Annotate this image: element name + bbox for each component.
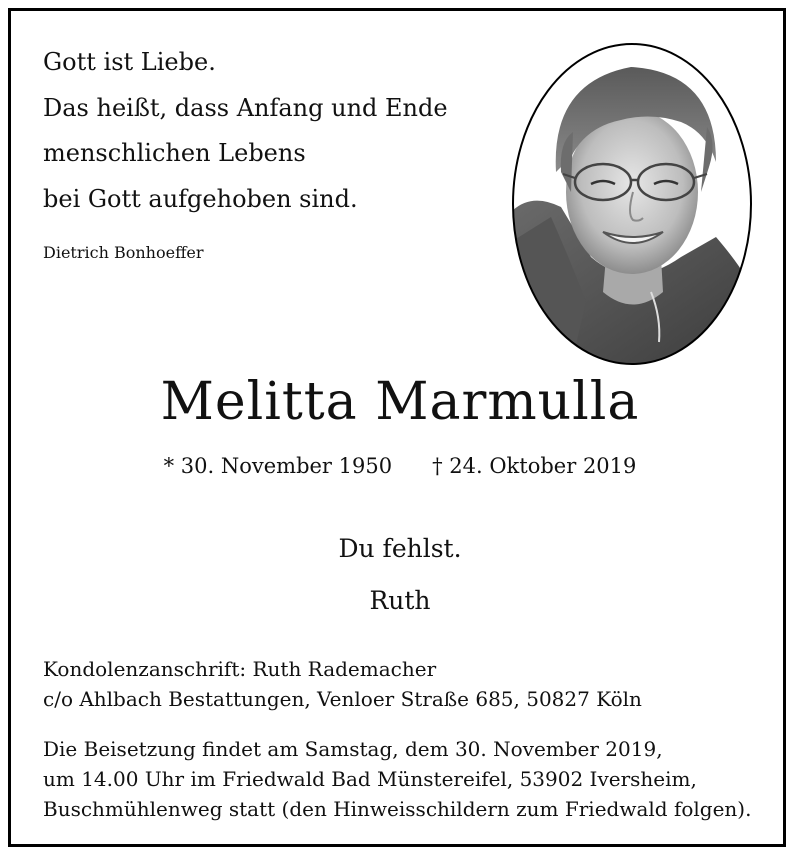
funeral-line-2: um 14.00 Uhr im Friedwald Bad Münstereifel, 53902 Iversheim, (43, 767, 697, 791)
bible-quote (43, 40, 448, 222)
funeral-line-3: Buschmühlenweg statt (den Hinweisschildern zum Friedwald folgen). (43, 797, 752, 821)
deceased-name: Melitta Marmulla (160, 372, 640, 432)
life-dates (0, 454, 800, 478)
funeral-line-1: Die Beisetzung findet am Samstag, dem 30. November 2019, (43, 737, 663, 761)
birth-date: * 30. November 1950 (163, 454, 393, 478)
signature: Ruth (369, 586, 431, 615)
farewell-message: Du fehlst. (338, 534, 462, 563)
death-date: † 24. Oktober 2019 (432, 454, 637, 478)
portrait-photo (511, 42, 753, 366)
quote-author: Dietrich Bonhoeffer (43, 243, 204, 262)
condolence-address (43, 654, 642, 714)
quote-line-2: Das heißt, dass Anfang und Ende (43, 93, 448, 122)
quote-line-3: menschlichen Lebens (43, 139, 306, 167)
funeral-info (43, 734, 751, 824)
condolence-line-2: c/o Ahlbach Bestattungen, Venloer Straße 685, 50827 Köln (43, 687, 642, 711)
quote-line-4: bei Gott aufgehoben sind. (43, 184, 358, 213)
condolence-line-1: Kondolenzanschrift: Ruth Rademacher (43, 657, 437, 681)
quote-line-1: Gott ist Liebe. (43, 48, 216, 76)
